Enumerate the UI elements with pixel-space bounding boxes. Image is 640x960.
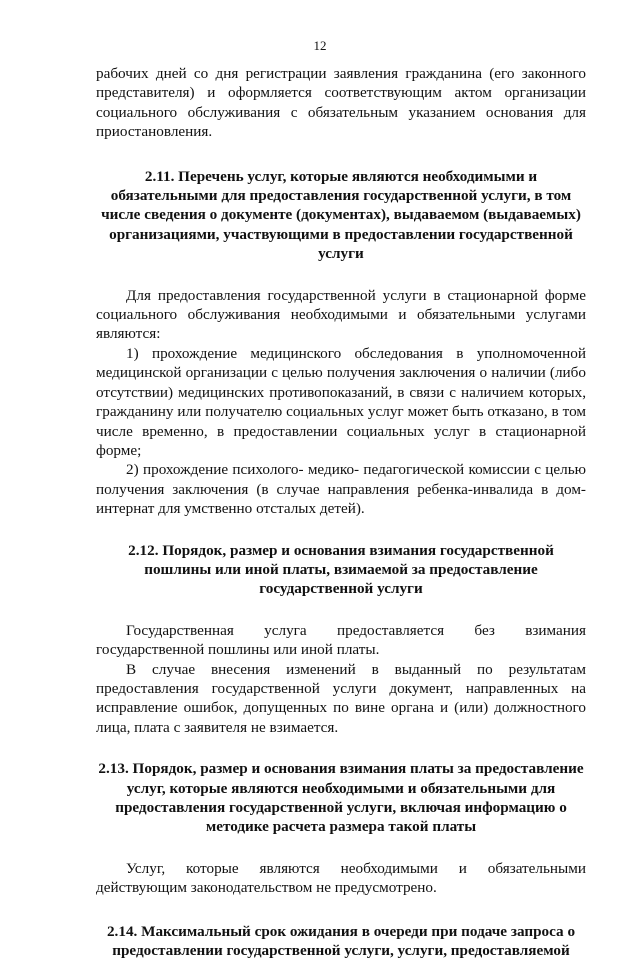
paragraph-continuation: рабочих дней со дня регистрации заявления гражданина (его законного представителя) и оформляется соответствующим актом организации социального обслуживания с обязательным указанием основания для приостановления. bbox=[96, 65, 586, 141]
heading-2-14: 2.14. Максимальный срок ожидания в очереди при подаче запроса о предоставлении государственной услуги, услуги, предоставляемой bbox=[106, 922, 576, 960]
page-number: 12 bbox=[313, 38, 327, 53]
paragraph-2-13-1: Услуг, которые являются необходимыми и обязательными действующим законодательством не предусмотрено. bbox=[96, 859, 586, 897]
heading-2-13: 2.13. Порядок, размер и основания взимания платы за предоставление услуг, которые являются необходимыми и обязательными для предоставления государственной услуги, включая информацию о методике расчета размера такой платы bbox=[98, 760, 584, 836]
list-item-2-11-1: 1) прохождение медицинского обследования в уполномоченной медицинской организации с целью получения заключения о наличии (либо отсутствии) медицинских противопоказаний, в связи с наличием которых, гражданину или получателю социальных услуг может быть отказано, в том числе временно, в предоставлении социальных услуг в стационарной форме; bbox=[96, 344, 586, 459]
paragraph-2-12-2: В случае внесения изменений в выданный по результатам предоставления государственной услуги документ, направленных на исправление ошибок, допущенных по вине органа и (или) должностного лица, плата с заявителя не взимается. bbox=[96, 660, 586, 736]
paragraph-2-12-1: Государственная услуга предоставляется без взимания государственной пошлины или иной платы. bbox=[96, 621, 586, 659]
heading-2-11: 2.11. Перечень услуг, которые являются необходимыми и обязательными для предоставления государственной услуги, в том числе сведения о документе (документах), выдаваемом (выдаваемых) организациями, участвующими в предоставлении государственной услуги bbox=[101, 167, 581, 263]
heading-2-12: 2.12. Порядок, размер и основания взимания государственной пошлины или иной платы, взимаемой за предоставление государственной услуги bbox=[128, 541, 554, 598]
paragraph-2-11-intro: Для предоставления государственной услуги в стационарной форме социального обслуживания необходимыми и обязательными услугами являются: bbox=[96, 286, 586, 343]
document-body bbox=[96, 64, 586, 960]
list-item-2-11-2: 2) прохождение психолого- медико- педагогической комиссии с целью получения заключения (в случае направления ребенка-инвалида в дом-интернат для умственно отсталых детей). bbox=[96, 461, 586, 518]
